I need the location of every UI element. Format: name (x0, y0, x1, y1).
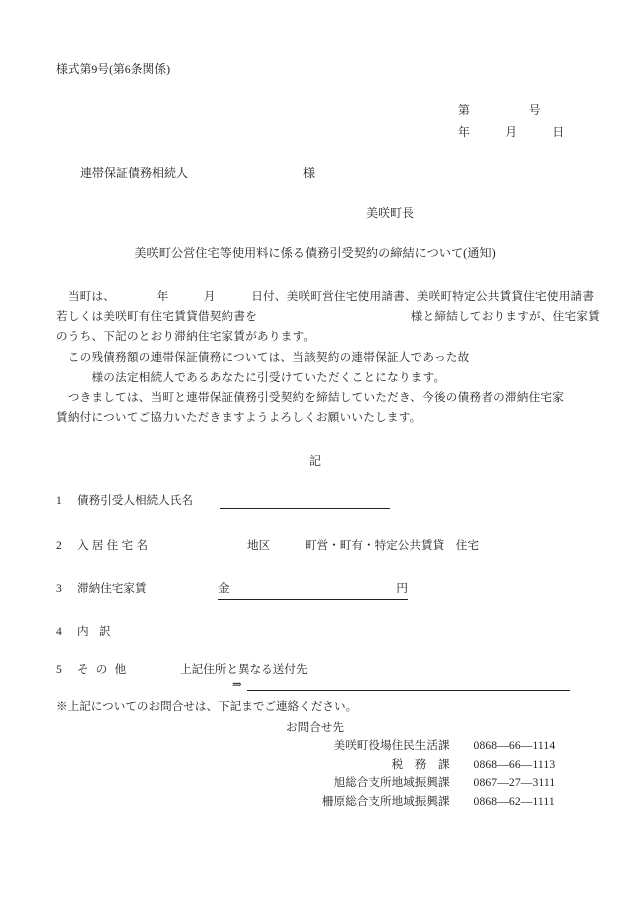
table-row (322, 777, 555, 796)
currency-prefix: 金 (218, 582, 230, 595)
contact-department: 美咲町役場住民生活課 (333, 739, 450, 752)
table-row (322, 759, 555, 778)
item-2-housing-type-options[interactable]: 町営・町有・特定公共賃貸 住宅 (305, 539, 479, 552)
body-line: つきましては、当町と連帯保証債務引受契約を締結していただき、今後の債務者の滞納住宅家 (56, 391, 565, 404)
body-line: 様の法定相続人であるあなたに引受けていただくことになります。 (56, 371, 446, 384)
currency-suffix: 円 (396, 582, 408, 595)
contact-phone: 0868—62—1111 (473, 794, 555, 808)
item-4-number: 4 (56, 625, 62, 638)
table-row (322, 740, 555, 759)
item-2-district-label: 地区 (247, 539, 271, 552)
item-5-note: 上記住所と異なる送付先 (180, 663, 308, 676)
addressee-honorific: 様 (303, 166, 316, 180)
contact-table (322, 740, 555, 814)
arrow-icon: ⇒ (232, 678, 242, 691)
item-3-number: 3 (56, 582, 62, 595)
document-number-field: 第 号 (458, 103, 541, 117)
item-2-number: 2 (56, 539, 62, 552)
item-3-label: 滞納住宅家賃 (77, 582, 147, 595)
contact-phone: 0868—66—1113 (473, 757, 556, 771)
item-1-number: 1 (56, 494, 62, 507)
item-1-label: 債務引受人相続人氏名 (77, 494, 193, 507)
item-2-label: 入居住宅名 (77, 539, 152, 552)
item-1-fill-in-blank[interactable] (220, 508, 390, 509)
contact-phone: 0867—27—3111 (473, 776, 556, 790)
item-5-label: その他 (77, 663, 134, 676)
body-line: 当町は、 年 月 日付、美咲町営住宅使用請書、美咲町特定公共賃貸住宅使用請書 (56, 290, 595, 303)
addressee-label: 連帯保証債務相続人 (80, 166, 189, 180)
body-line: 若しくは美咲町有住宅賃貸借契約書を 様と締結しておりますが、住宅家賃 (56, 310, 600, 323)
contact-department: 税 務 課 (391, 757, 450, 771)
document-date-field: 年 月 日 (458, 125, 565, 139)
form-number: 様式第9号(第6条関係) (56, 62, 171, 76)
contact-department: 旭総合支所地域振興課 (333, 776, 450, 790)
item-5-fill-in-blank[interactable] (247, 690, 570, 691)
item-4-label: 内訳 (77, 625, 122, 638)
sender-name: 美咲町長 (366, 206, 415, 220)
document-title: 美咲町公営住宅等使用料に係る債務引受契約の締結について(通知) (134, 246, 496, 260)
body-line: この残債務額の連帯保証債務については、当該契約の連帯保証人であった故 (56, 351, 470, 364)
item-3-amount-field[interactable] (218, 583, 408, 600)
footer-note: ※上記についてのお問合せは、下記までご連絡ください。 (56, 700, 358, 713)
table-row (322, 796, 555, 815)
contact-heading: お問合せ先 (286, 721, 344, 734)
body-line: のうち、下記のとおり滞納住宅家賃があります。 (56, 330, 316, 343)
ki-marker: 記 (308, 454, 321, 468)
body-line: 賃納付についてご協力いただきますようよろしくお願いいたします。 (56, 411, 422, 424)
contact-department: 柵原総合支所地域振興課 (322, 794, 450, 808)
item-5-number: 5 (56, 663, 62, 676)
contact-phone: 0868—66—1114 (473, 739, 556, 752)
